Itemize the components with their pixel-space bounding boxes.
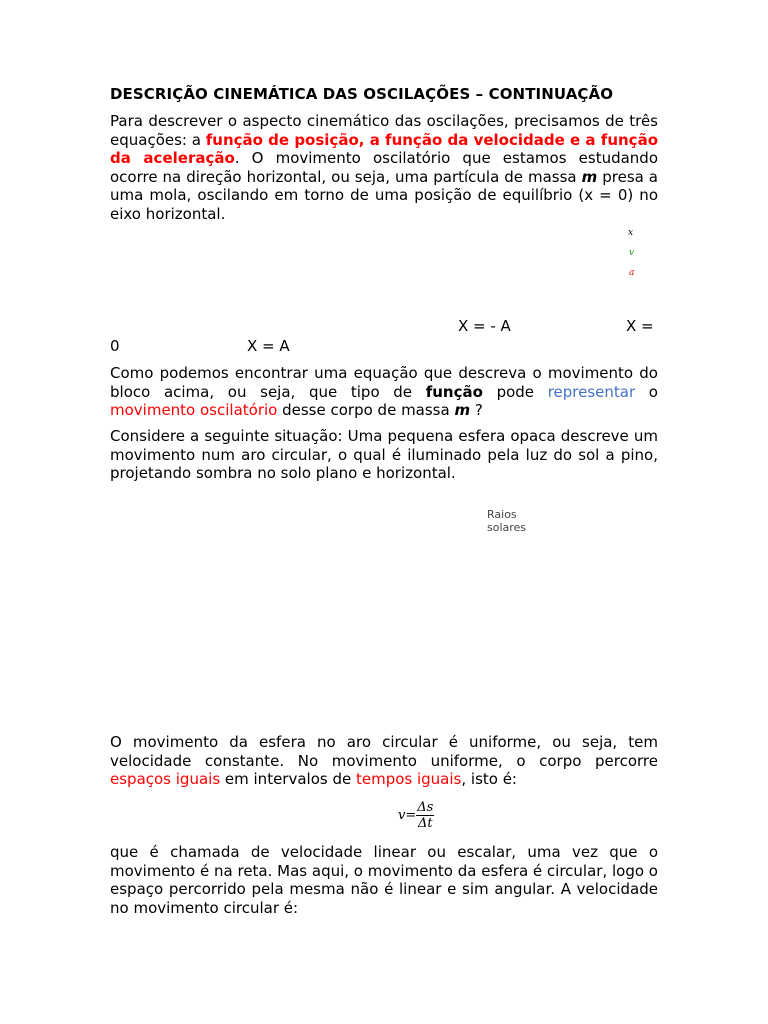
question-funcao: função [425,382,483,401]
formula-numerator: Δs [417,800,434,815]
question-text-e: ? [470,401,483,419]
horizontal-axis [90,316,662,318]
wall [227,222,237,294]
question-text-d: desse corpo de massa [277,401,455,419]
intro-highlight: função de posição, a função da velocidade e a função da aceleração [110,130,658,167]
question-movimento: movimento oscilatório [110,401,278,419]
sphere [316,641,326,651]
formula-denominator: Δt [417,816,433,831]
intro-text-b: . O movimento oscilatório que estamos estudando ocorre na direção horizontal, ou seja, uma partícula de massa [110,149,658,186]
question-text-b: pode [482,382,548,401]
paragraph-situation: Considere a seguinte situação: Uma pequena esfera opaca descreve um movimento num aro circular, o qual é iluminado pela luz do sol a pino, projetando sombra no solo plano e horizontal. [110,427,658,482]
circular-hoop [307,567,421,669]
uniform-tempos: tempos iguais [355,770,462,788]
floor [227,284,645,294]
axis-label-minus-a: X = - A [458,317,511,335]
shadow-sphere [316,693,326,703]
label-a: a [629,268,635,278]
axis-label-zero-part2: 0 [110,337,120,355]
intro-text-c: presa a uma mola, oscilando em torno de uma posição de equilíbrio (x = 0) no eixo horizontal. [110,167,658,223]
intro-text-a: Para descrever o aspecto cinemático das oscilações, precisamos de três equações: a [110,112,658,149]
uniform-text-c: , isto é: [461,770,517,788]
sun-rays-label-line2: solares [487,521,527,534]
intro-mass-symbol: m [581,167,598,186]
question-text-c: o [635,382,658,401]
page-title: DESCRIÇÃO CINEMÁTICA DAS OSCILAÇÕES – CONTINUAÇÃO [110,85,614,103]
paragraph-uniform-motion [110,733,658,789]
label-v: v [629,248,635,258]
axis-label-plus-a: X = A [247,337,290,355]
velocity-formula [398,800,434,831]
sun-rays [237,505,473,554]
question-mass-symbol: m [454,401,471,419]
question-representar: representar [547,382,636,401]
question-text-a: Como podemos encontrar uma equação que descreva o movimento do bloco acima, ou seja, que tipo de [110,364,658,401]
uniform-text-b: em intervalos de [220,770,356,788]
uniform-espacos: espaços iguais [110,770,221,788]
paragraph-question [110,364,658,420]
paragraph-intro [110,112,658,223]
formula-lhs: v= [398,808,417,823]
label-x: x [628,228,634,238]
formula-fraction [416,800,434,831]
uniform-text-a: O movimento da esfera no aro circular é uniforme, ou seja, tem velocidade constante. No movimento uniforme, o corpo percorre [110,733,658,770]
axis-label-zero-part1: X = [626,317,654,335]
mass-block [585,243,631,284]
axis-arrowhead [660,310,672,322]
paragraph-linear-velocity: que é chamada de velocidade linear ou escalar, uma vez que o movimento é na reta. Mas aqui, o movimento da esfera é circular, logo o espaço percorrido pela mesma não é linear e sim angular. A velocidade no movimento circular é: [110,843,658,917]
sun-rays-label-line1: Raios [487,508,517,521]
